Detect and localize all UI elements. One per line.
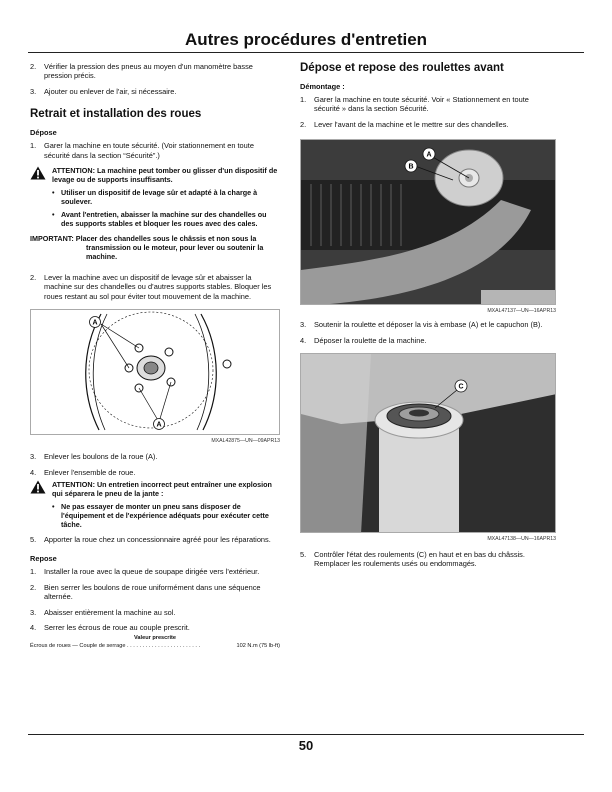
list-item: 3. Ajouter ou enlever de l'air, si nécessaire.: [30, 86, 177, 96]
right-column: [300, 62, 556, 575]
warning-bullet: • Utiliser un dispositif de levage sûr et adapté à la charge à soulever.: [52, 188, 258, 207]
bearing-photo: [301, 354, 556, 533]
list-item: 2. Bien serrer les boulons de roue uniformément dans une séquence alternée.: [30, 582, 261, 602]
spec-value: 102 N.m (75 lb-ft): [236, 642, 280, 649]
callout-a: A: [156, 421, 162, 429]
figure-wheel-bolts: [30, 309, 280, 435]
figure-caster-photo: [300, 139, 556, 305]
header-rule: [28, 52, 584, 53]
section-heading-casters: Dépose et repose des roulettes avant: [300, 62, 504, 74]
caster-photo: [301, 140, 556, 305]
list-item: 2. Lever la machine avec un dispositif de levage sûr et abaisser la machine sur des chandelles ou d’autres supports stables. Bloquer les roues restant au sol pour éviter tout mouvement de la machine.: [30, 273, 272, 301]
list-item: 4. Serrer les écrous de roue au couple prescrit.: [30, 623, 190, 633]
page-number: 50: [298, 738, 314, 753]
list-item: 3. Abaisser entièrement la machine au sol.: [30, 607, 176, 617]
list-item: 1. Garer la machine en toute sécurité. (Voir stationnement en toute sécurité dans la section “Sécurité”.): [30, 141, 254, 160]
important-note: IMPORTANT: Placer des chandelles sous le châssis et non sous la transmission ou le moteur, pour lever ou soutenir la machine.: [30, 234, 264, 262]
spec-heading: Valeur prescrite: [134, 634, 176, 641]
list-item: 2. Vérifier la pression des pneus au moyen d'un manomètre basse pression précis.: [30, 62, 253, 81]
left-column: [30, 62, 280, 649]
warning-icon: [30, 480, 46, 494]
footer-rule: [28, 734, 584, 735]
warning-block: [30, 166, 280, 228]
warning-text: ATTENTION: La machine peut tomber ou glisser d'un dispositif de levage ou de supports insuffisants.: [52, 166, 278, 185]
spec-label: Écrous de roues — Couple de serrage . . . . . . . . . . . . . . . . . . . . . . . .: [30, 642, 201, 649]
list-item: 1. Installer la roue avec la queue de soupape dirigée vers l’extérieur.: [30, 567, 260, 577]
subheading-demontage: Démontage :: [300, 82, 345, 91]
list-item: 4. Enlever l'ensemble de roue.: [30, 467, 136, 477]
spec-row: [30, 643, 280, 649]
list-item: 5. Apporter la roue chez un concessionnaire agréé pour les réparations.: [30, 535, 271, 545]
list-item: 3. Soutenir la roulette et déposer la vis à embase (A) et le capuchon (B).: [300, 320, 543, 330]
list-item: 4. Déposer la roulette de la machine.: [300, 335, 427, 345]
callout-a: A: [92, 319, 98, 327]
callout-b: B: [408, 163, 414, 171]
subheading-repose: Repose: [30, 554, 57, 564]
list-item: 2. Lever l'avant de la machine et le mettre sur des chandelles.: [300, 119, 509, 129]
page-title: Autres procédures d'entretien: [184, 30, 428, 49]
list-item: 5. Contrôler l'état des roulements (C) en haut et en bas du châssis. Remplacer les roulements usés ou endommagés.: [300, 550, 525, 569]
figure-caption: MXAL42875—UN—09APR13: [211, 438, 280, 445]
list-item: 3. Enlever les boulons de la roue (A).: [30, 452, 158, 462]
warning-icon: [30, 166, 46, 180]
warning-text: ATTENTION: Un entretien incorrect peut entraîner une explosion qui séparera le pneu de la jante :: [52, 480, 272, 499]
list-item: 1. Garer la machine en toute sécurité. Voir « Stationnement en toute sécurité » dans la section Sécurité.: [300, 95, 529, 114]
figure-caption: MXAL47138—UN—16APR13: [487, 536, 556, 543]
section-heading-wheels: Retrait et installation des roues: [30, 108, 202, 121]
figure-bearing-photo: [300, 353, 556, 533]
callout-a: A: [426, 151, 432, 159]
warning-bullet: • Ne pas essayer de monter un pneu sans disposer de l'équipement et de l'expérience adéquats pour exécuter cette tâche.: [52, 502, 269, 530]
subheading-depose: Dépose: [30, 128, 57, 138]
callout-c: C: [458, 383, 464, 391]
wheel-hub-illustration: [31, 310, 279, 434]
warning-block: [30, 480, 280, 529]
warning-bullet: • Avant l'entretien, abaisser la machine sur des chandelles ou des supports stables et bloquer les roues avec des cales.: [52, 210, 267, 229]
figure-caption: MXAL47137—UN—16APR13: [487, 308, 556, 315]
